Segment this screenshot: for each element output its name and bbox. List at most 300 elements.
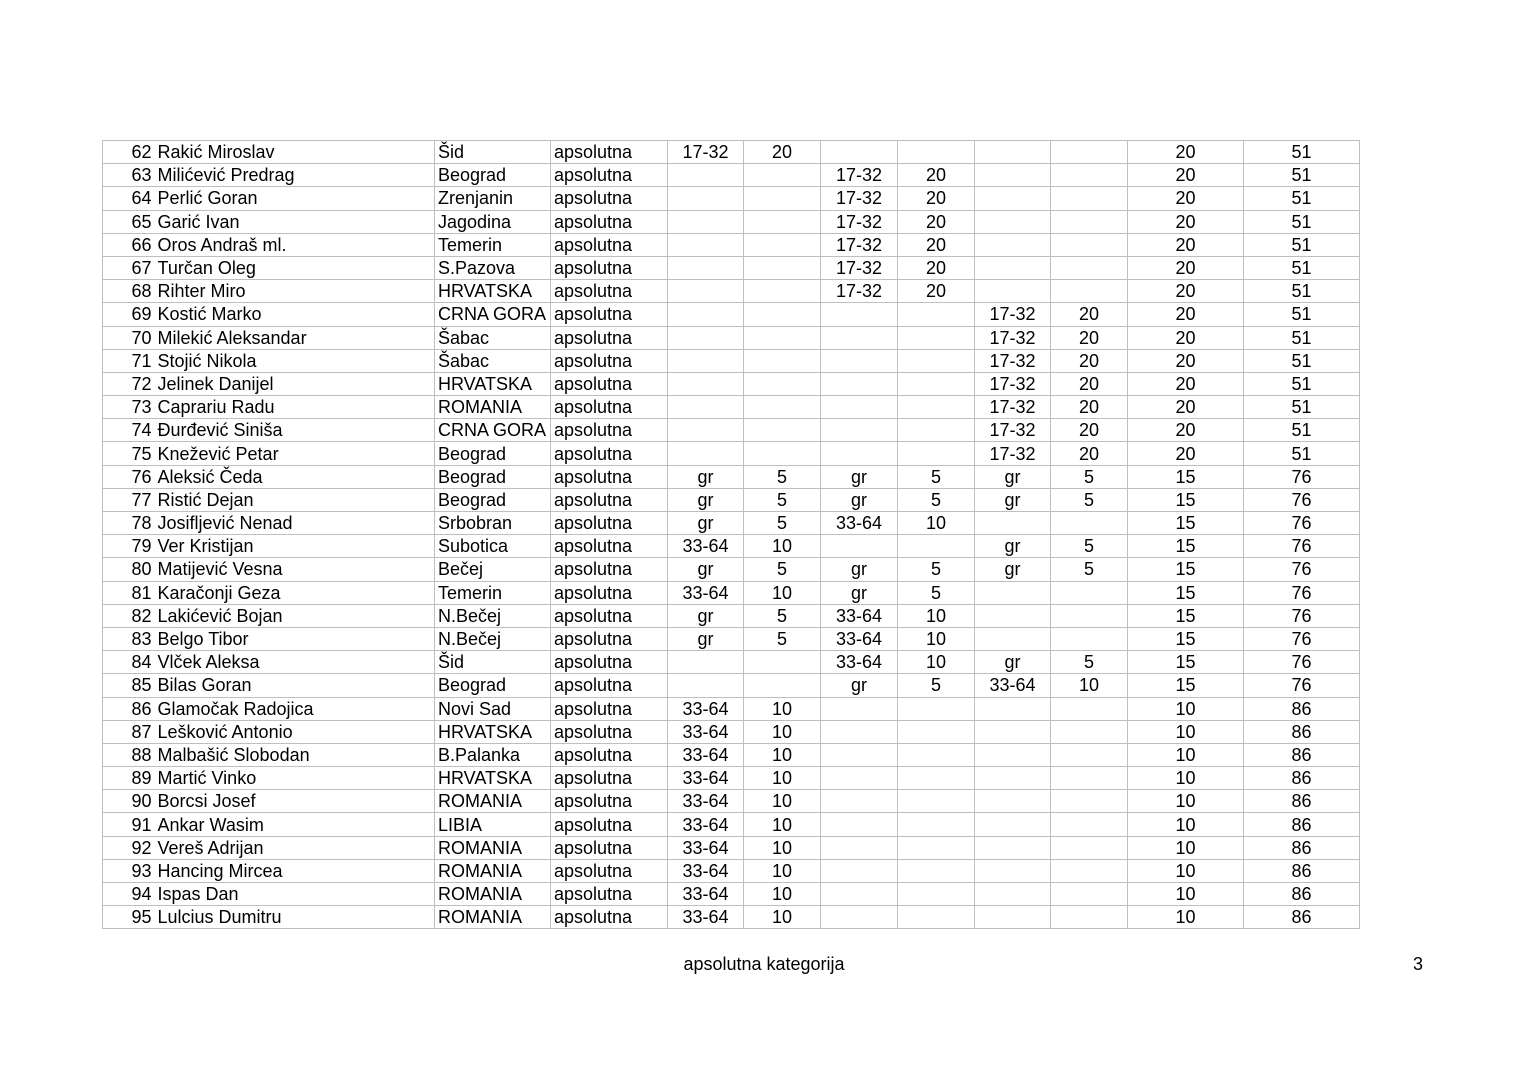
round2-class-cell — [821, 303, 898, 326]
table-row — [103, 210, 1360, 233]
place-cell: Beograd — [435, 674, 551, 697]
round2-class-cell: 33-64 — [821, 512, 898, 535]
total-points-cell: 10 — [1128, 836, 1244, 859]
round1-points-cell — [744, 674, 821, 697]
round1-class-cell — [668, 280, 744, 303]
round1-points-cell — [744, 349, 821, 372]
position-cell: 86 — [1244, 859, 1360, 882]
category-cell: apsolutna — [551, 674, 668, 697]
place-cell: Beograd — [435, 442, 551, 465]
round3-class-cell — [975, 256, 1051, 279]
position-cell: 51 — [1244, 210, 1360, 233]
round2-class-cell: gr — [821, 465, 898, 488]
round3-class-cell: gr — [975, 558, 1051, 581]
name-cell: Matijević Vesna — [155, 558, 435, 581]
round3-class-cell — [975, 906, 1051, 929]
rank-cell: 77 — [103, 488, 155, 511]
round2-points-cell: 10 — [898, 604, 975, 627]
table-row — [103, 720, 1360, 743]
rank-cell: 82 — [103, 604, 155, 627]
table-row — [103, 256, 1360, 279]
name-cell: Belgo Tibor — [155, 627, 435, 650]
round2-points-cell: 5 — [898, 558, 975, 581]
position-cell: 76 — [1244, 512, 1360, 535]
category-cell: apsolutna — [551, 488, 668, 511]
round2-points-cell: 20 — [898, 280, 975, 303]
name-cell: Đurđević Siniša — [155, 419, 435, 442]
name-cell: Martić Vinko — [155, 767, 435, 790]
total-points-cell: 20 — [1128, 419, 1244, 442]
category-cell: apsolutna — [551, 512, 668, 535]
category-cell: apsolutna — [551, 859, 668, 882]
category-cell: apsolutna — [551, 720, 668, 743]
rank-cell: 90 — [103, 790, 155, 813]
name-cell: Ristić Dejan — [155, 488, 435, 511]
round3-class-cell — [975, 883, 1051, 906]
round3-class-cell — [975, 512, 1051, 535]
round1-class-cell — [668, 372, 744, 395]
round2-points-cell: 20 — [898, 233, 975, 256]
round3-class-cell: gr — [975, 488, 1051, 511]
table-row — [103, 396, 1360, 419]
category-cell: apsolutna — [551, 627, 668, 650]
place-cell: Srbobran — [435, 512, 551, 535]
round1-class-cell: gr — [668, 604, 744, 627]
place-cell: HRVATSKA — [435, 372, 551, 395]
round3-class-cell — [975, 720, 1051, 743]
place-cell: Temerin — [435, 233, 551, 256]
round2-class-cell: gr — [821, 558, 898, 581]
position-cell: 76 — [1244, 674, 1360, 697]
name-cell: Stojić Nikola — [155, 349, 435, 372]
round3-class-cell: 17-32 — [975, 419, 1051, 442]
table-row — [103, 836, 1360, 859]
total-points-cell: 10 — [1128, 743, 1244, 766]
round1-class-cell: 33-64 — [668, 790, 744, 813]
round3-class-cell — [975, 604, 1051, 627]
round3-points-cell — [1051, 581, 1128, 604]
round3-class-cell — [975, 767, 1051, 790]
round3-points-cell — [1051, 141, 1128, 164]
round1-class-cell: 33-64 — [668, 581, 744, 604]
round1-points-cell: 10 — [744, 836, 821, 859]
place-cell: CRNA GORA — [435, 303, 551, 326]
round1-class-cell — [668, 442, 744, 465]
total-points-cell: 20 — [1128, 372, 1244, 395]
total-points-cell: 20 — [1128, 442, 1244, 465]
total-points-cell: 15 — [1128, 604, 1244, 627]
place-cell: ROMANIA — [435, 859, 551, 882]
round1-class-cell: 33-64 — [668, 720, 744, 743]
round3-class-cell — [975, 141, 1051, 164]
position-cell: 51 — [1244, 419, 1360, 442]
round2-class-cell: gr — [821, 674, 898, 697]
rank-cell: 81 — [103, 581, 155, 604]
category-cell: apsolutna — [551, 836, 668, 859]
table-row — [103, 465, 1360, 488]
rank-cell: 68 — [103, 280, 155, 303]
round2-points-cell — [898, 720, 975, 743]
name-cell: Rihter Miro — [155, 280, 435, 303]
category-cell: apsolutna — [551, 442, 668, 465]
round1-points-cell — [744, 442, 821, 465]
round1-class-cell — [668, 233, 744, 256]
round2-class-cell — [821, 396, 898, 419]
round3-points-cell: 20 — [1051, 326, 1128, 349]
position-cell: 51 — [1244, 187, 1360, 210]
name-cell: Rakić Miroslav — [155, 141, 435, 164]
name-cell: Bilas Goran — [155, 674, 435, 697]
round3-class-cell — [975, 813, 1051, 836]
round1-class-cell: 17-32 — [668, 141, 744, 164]
round2-points-cell: 5 — [898, 465, 975, 488]
round2-points-cell — [898, 303, 975, 326]
position-cell: 86 — [1244, 697, 1360, 720]
round3-class-cell: 17-32 — [975, 303, 1051, 326]
rank-cell: 75 — [103, 442, 155, 465]
total-points-cell: 15 — [1128, 558, 1244, 581]
round3-class-cell: gr — [975, 535, 1051, 558]
position-cell: 76 — [1244, 651, 1360, 674]
round3-class-cell: gr — [975, 465, 1051, 488]
round1-points-cell — [744, 419, 821, 442]
place-cell: Beograd — [435, 164, 551, 187]
category-cell: apsolutna — [551, 813, 668, 836]
round1-class-cell: 33-64 — [668, 743, 744, 766]
category-cell: apsolutna — [551, 210, 668, 233]
rank-cell: 93 — [103, 859, 155, 882]
place-cell: Novi Sad — [435, 697, 551, 720]
total-points-cell: 15 — [1128, 581, 1244, 604]
table-row — [103, 697, 1360, 720]
table-row — [103, 372, 1360, 395]
round3-points-cell: 20 — [1051, 349, 1128, 372]
round2-class-cell: 17-32 — [821, 164, 898, 187]
table-row — [103, 187, 1360, 210]
rank-cell: 71 — [103, 349, 155, 372]
round3-class-cell — [975, 627, 1051, 650]
results-body — [103, 141, 1360, 929]
total-points-cell: 15 — [1128, 651, 1244, 674]
place-cell: S.Pazova — [435, 256, 551, 279]
round3-class-cell — [975, 581, 1051, 604]
table-row — [103, 442, 1360, 465]
place-cell: Šabac — [435, 349, 551, 372]
round2-class-cell: 33-64 — [821, 604, 898, 627]
category-cell: apsolutna — [551, 141, 668, 164]
total-points-cell: 15 — [1128, 674, 1244, 697]
round3-points-cell: 5 — [1051, 558, 1128, 581]
round3-points-cell — [1051, 604, 1128, 627]
position-cell: 86 — [1244, 767, 1360, 790]
table-row — [103, 883, 1360, 906]
category-cell: apsolutna — [551, 767, 668, 790]
round3-class-cell: 17-32 — [975, 326, 1051, 349]
round1-points-cell — [744, 326, 821, 349]
results-table — [102, 140, 1360, 929]
round2-points-cell — [898, 767, 975, 790]
round2-class-cell — [821, 720, 898, 743]
round2-class-cell — [821, 767, 898, 790]
round2-points-cell — [898, 349, 975, 372]
position-cell: 51 — [1244, 442, 1360, 465]
table-row — [103, 164, 1360, 187]
round3-class-cell: 17-32 — [975, 396, 1051, 419]
round2-class-cell: 17-32 — [821, 187, 898, 210]
table-row — [103, 581, 1360, 604]
position-cell: 86 — [1244, 720, 1360, 743]
place-cell: ROMANIA — [435, 790, 551, 813]
round2-class-cell: gr — [821, 488, 898, 511]
round3-points-cell: 20 — [1051, 419, 1128, 442]
round1-points-cell: 10 — [744, 883, 821, 906]
round3-class-cell — [975, 187, 1051, 210]
category-cell: apsolutna — [551, 581, 668, 604]
category-cell: apsolutna — [551, 697, 668, 720]
round3-points-cell — [1051, 743, 1128, 766]
round3-class-cell: 33-64 — [975, 674, 1051, 697]
round2-points-cell: 10 — [898, 512, 975, 535]
round1-points-cell — [744, 164, 821, 187]
category-cell: apsolutna — [551, 883, 668, 906]
place-cell: HRVATSKA — [435, 720, 551, 743]
category-cell: apsolutna — [551, 233, 668, 256]
position-cell: 76 — [1244, 535, 1360, 558]
position-cell: 51 — [1244, 164, 1360, 187]
total-points-cell: 10 — [1128, 790, 1244, 813]
name-cell: Lešković Antonio — [155, 720, 435, 743]
name-cell: Garić Ivan — [155, 210, 435, 233]
table-row — [103, 790, 1360, 813]
round2-points-cell: 20 — [898, 210, 975, 233]
round3-points-cell — [1051, 210, 1128, 233]
round1-points-cell — [744, 233, 821, 256]
round3-class-cell — [975, 790, 1051, 813]
round1-class-cell: 33-64 — [668, 836, 744, 859]
position-cell: 76 — [1244, 465, 1360, 488]
rank-cell: 92 — [103, 836, 155, 859]
rank-cell: 94 — [103, 883, 155, 906]
category-cell: apsolutna — [551, 790, 668, 813]
round3-points-cell: 20 — [1051, 442, 1128, 465]
round2-points-cell: 5 — [898, 674, 975, 697]
round2-class-cell: gr — [821, 581, 898, 604]
round1-class-cell — [668, 674, 744, 697]
name-cell: Lakićević Bojan — [155, 604, 435, 627]
place-cell: ROMANIA — [435, 396, 551, 419]
round2-class-cell — [821, 743, 898, 766]
position-cell: 76 — [1244, 488, 1360, 511]
round2-points-cell — [898, 813, 975, 836]
round1-class-cell — [668, 256, 744, 279]
round3-points-cell: 20 — [1051, 303, 1128, 326]
category-cell: apsolutna — [551, 280, 668, 303]
category-cell: apsolutna — [551, 256, 668, 279]
round2-points-cell — [898, 883, 975, 906]
total-points-cell: 20 — [1128, 210, 1244, 233]
round2-class-cell — [821, 419, 898, 442]
round1-points-cell: 10 — [744, 535, 821, 558]
category-cell: apsolutna — [551, 604, 668, 627]
round3-class-cell: 17-32 — [975, 442, 1051, 465]
position-cell: 51 — [1244, 372, 1360, 395]
position-cell: 86 — [1244, 790, 1360, 813]
round2-points-cell — [898, 859, 975, 882]
round1-class-cell — [668, 396, 744, 419]
table-row — [103, 233, 1360, 256]
table-row — [103, 767, 1360, 790]
round1-points-cell — [744, 651, 821, 674]
round2-points-cell — [898, 906, 975, 929]
round3-points-cell — [1051, 813, 1128, 836]
rank-cell: 85 — [103, 674, 155, 697]
position-cell: 76 — [1244, 627, 1360, 650]
round2-class-cell — [821, 442, 898, 465]
name-cell: Milićević Predrag — [155, 164, 435, 187]
place-cell: ROMANIA — [435, 883, 551, 906]
place-cell: ROMANIA — [435, 836, 551, 859]
position-cell: 86 — [1244, 883, 1360, 906]
round1-class-cell: gr — [668, 512, 744, 535]
round1-class-cell — [668, 651, 744, 674]
round2-class-cell — [821, 697, 898, 720]
table-row — [103, 535, 1360, 558]
round3-points-cell — [1051, 164, 1128, 187]
round1-points-cell: 10 — [744, 697, 821, 720]
total-points-cell: 10 — [1128, 859, 1244, 882]
table-row — [103, 627, 1360, 650]
round3-points-cell — [1051, 233, 1128, 256]
name-cell: Glamočak Radojica — [155, 697, 435, 720]
round1-points-cell: 5 — [744, 465, 821, 488]
round2-class-cell — [821, 372, 898, 395]
round1-class-cell: gr — [668, 488, 744, 511]
position-cell: 51 — [1244, 396, 1360, 419]
round2-class-cell — [821, 326, 898, 349]
round3-class-cell — [975, 210, 1051, 233]
round1-points-cell: 10 — [744, 859, 821, 882]
round2-class-cell — [821, 813, 898, 836]
total-points-cell: 15 — [1128, 512, 1244, 535]
round1-points-cell — [744, 372, 821, 395]
rank-cell: 84 — [103, 651, 155, 674]
round1-class-cell: 33-64 — [668, 859, 744, 882]
place-cell: Zrenjanin — [435, 187, 551, 210]
round1-points-cell: 10 — [744, 906, 821, 929]
place-cell: LIBIA — [435, 813, 551, 836]
round3-class-cell — [975, 836, 1051, 859]
total-points-cell: 15 — [1128, 535, 1244, 558]
name-cell: Josifljević Nenad — [155, 512, 435, 535]
position-cell: 86 — [1244, 906, 1360, 929]
round3-points-cell: 5 — [1051, 535, 1128, 558]
total-points-cell: 20 — [1128, 141, 1244, 164]
rank-cell: 95 — [103, 906, 155, 929]
rank-cell: 87 — [103, 720, 155, 743]
total-points-cell: 20 — [1128, 396, 1244, 419]
round1-class-cell: gr — [668, 465, 744, 488]
round3-points-cell: 5 — [1051, 488, 1128, 511]
rank-cell: 63 — [103, 164, 155, 187]
round1-class-cell: 33-64 — [668, 535, 744, 558]
place-cell: B.Palanka — [435, 743, 551, 766]
category-cell: apsolutna — [551, 349, 668, 372]
total-points-cell: 20 — [1128, 303, 1244, 326]
round1-points-cell: 5 — [744, 488, 821, 511]
place-cell: Beograd — [435, 488, 551, 511]
round2-points-cell — [898, 790, 975, 813]
total-points-cell: 15 — [1128, 488, 1244, 511]
total-points-cell: 10 — [1128, 697, 1244, 720]
round2-points-cell — [898, 743, 975, 766]
round3-points-cell — [1051, 906, 1128, 929]
category-cell: apsolutna — [551, 651, 668, 674]
round3-class-cell: 17-32 — [975, 349, 1051, 372]
category-cell: apsolutna — [551, 372, 668, 395]
round3-points-cell: 20 — [1051, 396, 1128, 419]
round1-points-cell: 10 — [744, 720, 821, 743]
total-points-cell: 15 — [1128, 465, 1244, 488]
rank-cell: 88 — [103, 743, 155, 766]
round2-points-cell — [898, 372, 975, 395]
position-cell: 76 — [1244, 558, 1360, 581]
category-cell: apsolutna — [551, 558, 668, 581]
table-row — [103, 651, 1360, 674]
round1-class-cell: 33-64 — [668, 767, 744, 790]
rank-cell: 73 — [103, 396, 155, 419]
round2-points-cell — [898, 535, 975, 558]
round2-class-cell: 17-32 — [821, 280, 898, 303]
name-cell: Oros Andraš ml. — [155, 233, 435, 256]
round3-points-cell — [1051, 767, 1128, 790]
round2-points-cell — [898, 836, 975, 859]
table-row — [103, 280, 1360, 303]
round1-class-cell — [668, 419, 744, 442]
round1-points-cell: 5 — [744, 512, 821, 535]
position-cell: 51 — [1244, 349, 1360, 372]
round1-class-cell — [668, 210, 744, 233]
round2-points-cell — [898, 141, 975, 164]
name-cell: Kostić Marko — [155, 303, 435, 326]
table-row — [103, 674, 1360, 697]
total-points-cell: 20 — [1128, 326, 1244, 349]
position-cell: 76 — [1244, 604, 1360, 627]
table-row — [103, 419, 1360, 442]
category-cell: apsolutna — [551, 465, 668, 488]
round3-class-cell — [975, 743, 1051, 766]
round1-class-cell: 33-64 — [668, 906, 744, 929]
position-cell: 51 — [1244, 233, 1360, 256]
round1-points-cell: 10 — [744, 813, 821, 836]
round1-points-cell — [744, 396, 821, 419]
round3-class-cell: gr — [975, 651, 1051, 674]
rank-cell: 78 — [103, 512, 155, 535]
round3-points-cell: 20 — [1051, 372, 1128, 395]
place-cell: Bečej — [435, 558, 551, 581]
round3-points-cell — [1051, 512, 1128, 535]
round3-points-cell — [1051, 627, 1128, 650]
round2-class-cell: 33-64 — [821, 651, 898, 674]
total-points-cell: 10 — [1128, 720, 1244, 743]
round2-class-cell: 17-32 — [821, 210, 898, 233]
name-cell: Ankar Wasim — [155, 813, 435, 836]
total-points-cell: 10 — [1128, 767, 1244, 790]
round3-points-cell — [1051, 790, 1128, 813]
round2-class-cell: 33-64 — [821, 627, 898, 650]
rank-cell: 70 — [103, 326, 155, 349]
round3-points-cell — [1051, 256, 1128, 279]
rank-cell: 72 — [103, 372, 155, 395]
